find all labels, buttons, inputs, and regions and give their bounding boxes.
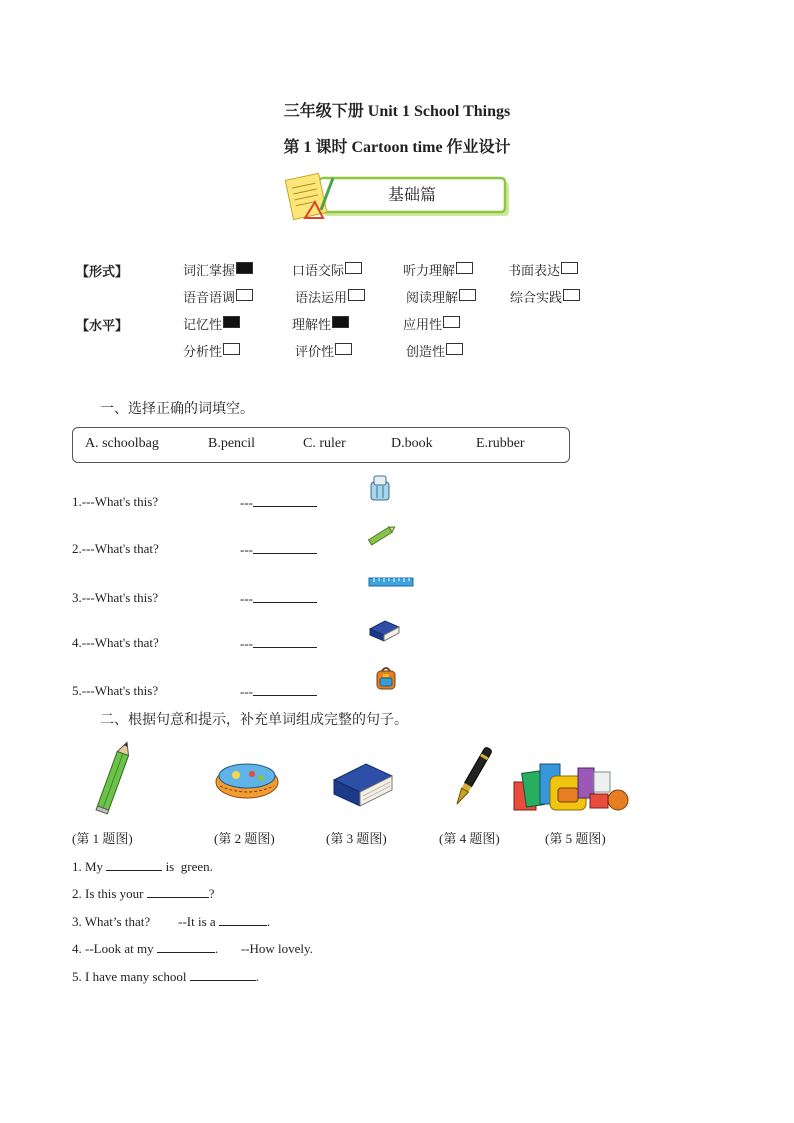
part1-heading: 一、选择正确的词填空。 bbox=[100, 401, 254, 417]
answer-prefix: --- bbox=[240, 684, 253, 699]
question-text: 5.---What's this? bbox=[72, 683, 159, 698]
ruler-icon bbox=[368, 576, 414, 588]
sentence-text: is green. bbox=[162, 859, 213, 874]
form-option-label: 书面表达 bbox=[508, 264, 561, 279]
form-option-label: 语法运用 bbox=[295, 291, 348, 306]
answer-prefix: --- bbox=[240, 542, 253, 557]
question-text: 3.---What's this? bbox=[72, 590, 159, 605]
form-option bbox=[292, 260, 362, 279]
form-option-label: 分析性 bbox=[183, 345, 223, 360]
book-icon bbox=[367, 617, 401, 643]
sentence-text: . bbox=[266, 914, 271, 929]
unchecked-box bbox=[236, 289, 253, 301]
unchecked-box bbox=[459, 289, 476, 301]
book-icon bbox=[330, 758, 396, 812]
sentence-text: 2. Is this your bbox=[72, 886, 147, 901]
word-option: A. schoolbag bbox=[85, 436, 159, 451]
sentence-text: . --How lovely. bbox=[214, 941, 313, 956]
form-option-label: 词汇掌握 bbox=[183, 264, 236, 279]
sentence-text: --It is a bbox=[178, 914, 219, 929]
unchecked-box bbox=[348, 289, 365, 301]
picture-caption: (第 4 题图) bbox=[439, 831, 500, 846]
picture-caption: (第 2 题图) bbox=[214, 831, 275, 846]
form-option bbox=[183, 287, 253, 306]
picture-caption: (第 5 题图) bbox=[545, 831, 606, 846]
school-things-icon bbox=[510, 758, 630, 812]
sentence bbox=[72, 940, 313, 957]
unchecked-box bbox=[456, 262, 473, 274]
sentence-text: 3. What’s that? bbox=[72, 914, 151, 929]
form-label: 【形式】 bbox=[76, 265, 129, 280]
answer-prefix: --- bbox=[240, 636, 253, 651]
section-banner bbox=[283, 170, 513, 222]
form-option bbox=[508, 260, 578, 279]
answer-line[interactable] bbox=[240, 541, 317, 558]
pen-icon bbox=[448, 742, 496, 814]
form-option bbox=[295, 287, 365, 306]
answer-prefix: --- bbox=[240, 591, 253, 606]
sentence bbox=[72, 968, 259, 985]
answer-blank[interactable] bbox=[190, 968, 256, 981]
form-option-label: 创造性 bbox=[406, 345, 446, 360]
form-option-label: 评价性 bbox=[295, 345, 335, 360]
sentence-text: 4. --Look at my bbox=[72, 941, 157, 956]
form-option bbox=[183, 260, 253, 279]
unchecked-box bbox=[223, 343, 240, 355]
sentence bbox=[72, 913, 270, 930]
checked-box bbox=[332, 316, 349, 328]
unchecked-box bbox=[335, 343, 352, 355]
part2-heading: 二、根据句意和提示，补充单词组成完整的句子。 bbox=[100, 712, 408, 728]
picture-caption: (第 3 题图) bbox=[326, 831, 387, 846]
form-option bbox=[406, 341, 463, 360]
question-text: 1.---What's this? bbox=[72, 494, 159, 509]
answer-line[interactable] bbox=[240, 494, 317, 511]
level-label: 【水平】 bbox=[76, 319, 129, 334]
checked-box bbox=[236, 262, 253, 274]
form-option-label: 应用性 bbox=[403, 318, 443, 333]
form-option bbox=[183, 341, 240, 360]
form-option bbox=[510, 287, 580, 306]
answer-blank[interactable] bbox=[253, 635, 317, 648]
page-title: 三年级下册 Unit 1 School Things bbox=[283, 103, 511, 120]
form-option-label: 听力理解 bbox=[403, 264, 456, 279]
answer-blank[interactable] bbox=[253, 590, 317, 603]
form-option-label: 记忆性 bbox=[183, 318, 223, 333]
word-option: E.rubber bbox=[476, 436, 525, 451]
question-text: 2.---What's that? bbox=[72, 541, 159, 556]
form-option bbox=[292, 314, 349, 333]
sentence bbox=[72, 885, 215, 902]
word-option: C. ruler bbox=[303, 436, 346, 451]
answer-blank[interactable] bbox=[157, 940, 215, 953]
form-option bbox=[406, 287, 476, 306]
sentence-text: 1. My bbox=[72, 859, 107, 874]
form-option bbox=[183, 314, 240, 333]
word-option: D.book bbox=[391, 436, 433, 451]
answer-blank[interactable] bbox=[253, 683, 317, 696]
answer-line[interactable] bbox=[240, 635, 317, 652]
rubber-icon bbox=[368, 474, 392, 502]
unchecked-box bbox=[443, 316, 460, 328]
form-option bbox=[295, 341, 352, 360]
form-option-label: 阅读理解 bbox=[406, 291, 459, 306]
green-pencil-icon bbox=[90, 738, 138, 818]
form-option bbox=[403, 314, 460, 333]
form-option-label: 口语交际 bbox=[292, 264, 345, 279]
pencil-case-icon bbox=[214, 758, 280, 802]
question-text: 4.---What's that? bbox=[72, 635, 159, 650]
sentence-text: 5. I have many school bbox=[72, 969, 190, 984]
answer-line[interactable] bbox=[240, 683, 317, 700]
pencil-icon bbox=[366, 522, 398, 548]
unchecked-box bbox=[561, 262, 578, 274]
sentence-text: ? bbox=[208, 886, 215, 901]
answer-blank[interactable] bbox=[253, 541, 317, 554]
answer-blank[interactable] bbox=[253, 494, 317, 507]
answer-blank[interactable] bbox=[219, 913, 267, 926]
form-option bbox=[403, 260, 473, 279]
sentence bbox=[72, 858, 213, 875]
form-option-label: 综合实践 bbox=[510, 291, 563, 306]
answer-line[interactable] bbox=[240, 590, 317, 607]
schoolbag-icon bbox=[374, 665, 398, 691]
answer-blank[interactable] bbox=[147, 885, 209, 898]
checked-box bbox=[223, 316, 240, 328]
page-subtitle: 第 1 课时 Cartoon time 作业设计 bbox=[283, 139, 511, 156]
answer-blank[interactable] bbox=[106, 858, 162, 871]
unchecked-box bbox=[563, 289, 580, 301]
unchecked-box bbox=[446, 343, 463, 355]
sentence-text: . bbox=[255, 969, 259, 984]
banner-label: 基础篇 bbox=[387, 185, 436, 204]
word-option: B.pencil bbox=[208, 436, 256, 451]
form-option-label: 语音语调 bbox=[183, 291, 236, 306]
form-option-label: 理解性 bbox=[292, 318, 332, 333]
picture-caption: (第 1 题图) bbox=[72, 831, 133, 846]
unchecked-box bbox=[345, 262, 362, 274]
answer-prefix: --- bbox=[240, 495, 253, 510]
